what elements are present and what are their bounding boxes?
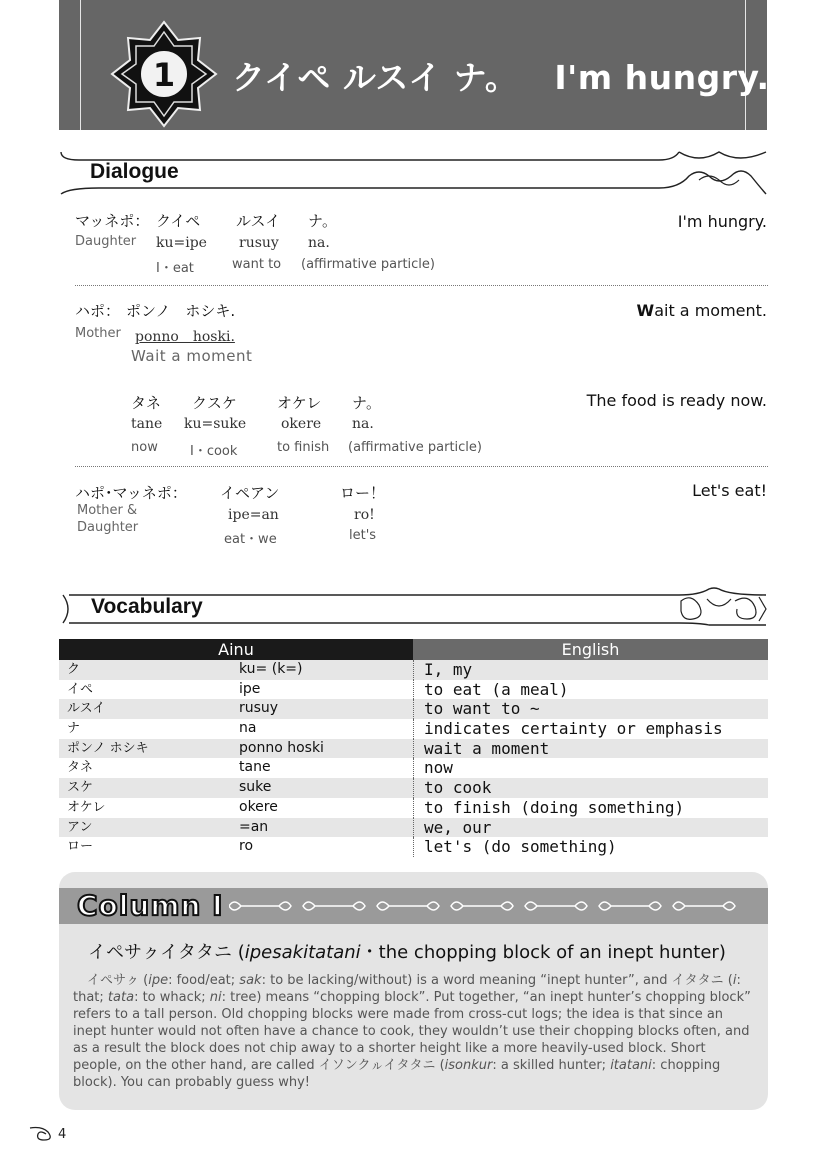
word-gloss: now: [131, 440, 158, 455]
word-jp: オケレ: [277, 394, 322, 412]
table-row: [59, 758, 768, 778]
vocabulary-title: Vocabulary: [91, 595, 203, 618]
cell-romaji: ku= (k=): [239, 661, 303, 677]
column-body: [73, 972, 755, 1091]
table-row: [59, 660, 768, 680]
page-number: 4: [58, 1127, 67, 1142]
cell-romaji: =an: [239, 818, 269, 835]
table-row: [59, 778, 768, 798]
lesson-number: 1: [152, 56, 176, 94]
cell-romaji: okere: [239, 798, 278, 815]
word-gloss: (affirmative particle): [301, 257, 435, 272]
word-romaji: ku=ipe: [156, 235, 207, 251]
cell-english: wait a moment: [424, 738, 550, 758]
speaker-both-en-1: Mother &: [77, 503, 138, 518]
cell-kana: イペ: [67, 681, 94, 697]
cell-kana: タネ: [67, 760, 94, 776]
cell-english: let's (do something): [424, 837, 617, 857]
word-romaji: tane: [131, 416, 163, 432]
heading-romaji: ipesakitatani: [244, 942, 361, 963]
body-text: : a skilled hunter;: [492, 1058, 611, 1073]
heading-jp: イペサㇰイタタニ (: [88, 942, 245, 963]
word-romaji: ro!: [354, 507, 375, 523]
table-row: [59, 818, 768, 838]
cell-romaji: ipe: [239, 680, 261, 697]
table-row: [59, 699, 768, 719]
word-jp: クイペ: [156, 212, 201, 230]
title-english: I'm hungry.: [554, 58, 770, 97]
body-term: ipe: [148, 973, 169, 988]
word-jp: イペアン: [220, 484, 280, 502]
body-term: sak: [239, 973, 262, 988]
word-jp: ナ。: [308, 212, 337, 230]
dialogue-title: Dialogue: [90, 160, 179, 183]
body-term: isonkur: [444, 1058, 493, 1073]
lesson-number-badge: [110, 20, 218, 128]
cell-romaji: ro: [239, 838, 254, 855]
speaker-both-en-2: Daughter: [77, 520, 139, 535]
word-jp: ナ。: [352, 394, 381, 412]
word-jp: ロー！: [340, 484, 386, 502]
dotted-divider: [75, 466, 768, 467]
body-text: : to be lacking/without) is a word meaning “inept hunter”, and イタタニ (: [261, 973, 733, 988]
table-row: [59, 837, 768, 857]
cell-english: indicates certainty or emphasis: [424, 719, 723, 739]
speaker-daughter-jp: マッネポ：: [75, 212, 150, 230]
column-heading: [88, 938, 726, 964]
cell-romaji: suke: [239, 779, 272, 796]
body-text: : food/eat;: [168, 973, 240, 988]
word-romaji: rusuy: [239, 235, 279, 251]
banner-rule-left: [80, 0, 81, 130]
heading-rest: ・the chopping block of an inept hunter): [360, 942, 726, 963]
header-ainu: Ainu: [59, 639, 413, 660]
translation-initial: W: [636, 301, 655, 320]
cell-romaji: rusuy: [239, 700, 279, 717]
body-text: : chopping block). You can probably guess why!: [73, 1058, 721, 1090]
translation: The food is ready now.: [586, 391, 767, 410]
word-gloss: I・eat: [156, 261, 194, 276]
body-text: : to whack;: [134, 990, 210, 1005]
body-text: : tree) means “chopping block”. Put together, “an inept hunter’s chopping block” refers to a tall person. Old chopping blocks were made from cross-cut logs; the idea is that since an inept hunter would not often have a chance to cook, they wouldn’t use their chopping blocks often, and as a result the block does not chip away to a shorter height like a more heavily-used block. Short people, on the other hand, are called イソンクㇽイタタニ (: [73, 990, 751, 1073]
translation: Let's eat!: [692, 481, 767, 500]
translation: [637, 301, 767, 320]
phrase-jp: ポンノ ホシキ.: [126, 302, 236, 320]
word-gloss: (affirmative particle): [348, 440, 482, 455]
cell-kana: スケ: [67, 780, 94, 796]
word-gloss: want to: [232, 257, 282, 272]
translation-rest: ait a moment.: [654, 301, 767, 320]
body-term: i: [732, 973, 737, 988]
cell-romaji: na: [239, 720, 257, 737]
phrase-romaji: ponno hoski.: [135, 329, 235, 345]
body-text: : that;: [73, 973, 741, 1005]
word-romaji: ipe=an: [228, 507, 279, 523]
cell-kana: ポンノ ホシキ: [67, 740, 149, 756]
cell-english: now: [424, 758, 453, 778]
cell-kana: ルスイ: [67, 701, 106, 717]
translation: I'm hungry.: [677, 212, 767, 231]
word-gloss: to finish: [277, 440, 330, 455]
header-english: English: [413, 639, 768, 660]
word-jp: クスケ: [192, 394, 237, 412]
cell-english: I, my: [424, 660, 473, 679]
speaker-mother-jp: ハポ：: [75, 302, 121, 320]
speaker-mother-en: Mother: [75, 326, 121, 341]
body-term: itatani: [610, 1058, 652, 1073]
table-header: [59, 639, 768, 660]
cell-kana: ロー: [67, 839, 94, 855]
phrase-gloss: Wait a moment: [131, 347, 253, 365]
word-jp: タネ: [131, 394, 162, 412]
cell-kana: アン: [67, 819, 93, 835]
word-romaji: ku=suke: [184, 416, 247, 432]
cell-romaji: tane: [239, 759, 271, 776]
column-label: Column I: [77, 889, 224, 922]
title-ainu: クイペ ルスイ ナ。: [232, 58, 519, 97]
column-ornament: [229, 896, 759, 916]
cell-english: to cook: [424, 778, 492, 798]
cell-english: to want to ~: [424, 699, 540, 719]
dotted-divider: [75, 285, 768, 286]
word-gloss: eat・we: [224, 532, 277, 547]
word-romaji: na.: [308, 235, 330, 251]
table-row: [59, 680, 768, 700]
footer-ornament: [28, 1124, 58, 1144]
cell-kana: オケレ: [67, 799, 106, 815]
speaker-daughter-en: Daughter: [75, 234, 137, 249]
table-row: [59, 739, 768, 759]
body-term: ni: [209, 990, 222, 1005]
table-row: [59, 798, 768, 818]
speaker-both-jp: ハポ･マッネポ：: [75, 484, 187, 502]
cell-kana: ナ: [67, 721, 81, 737]
cell-english: we, our: [424, 817, 492, 837]
word-jp: ルスイ: [236, 212, 281, 230]
body-term: tata: [107, 990, 135, 1005]
table-row: [59, 719, 768, 739]
word-romaji: na.: [352, 416, 374, 432]
word-romaji: okere: [281, 416, 322, 432]
cell-romaji: ponno hoski: [239, 739, 324, 756]
page-title: [232, 52, 770, 99]
column-box: [59, 872, 768, 1110]
word-gloss: let's: [349, 528, 377, 543]
vocabulary-table: [59, 639, 768, 857]
word-gloss: I・cook: [190, 444, 238, 459]
cell-english: to eat (a meal): [424, 679, 569, 699]
body-text: イペサㇰ (: [87, 973, 149, 988]
cell-english: to finish (doing something): [424, 797, 685, 817]
cell-kana: ク: [67, 662, 81, 677]
